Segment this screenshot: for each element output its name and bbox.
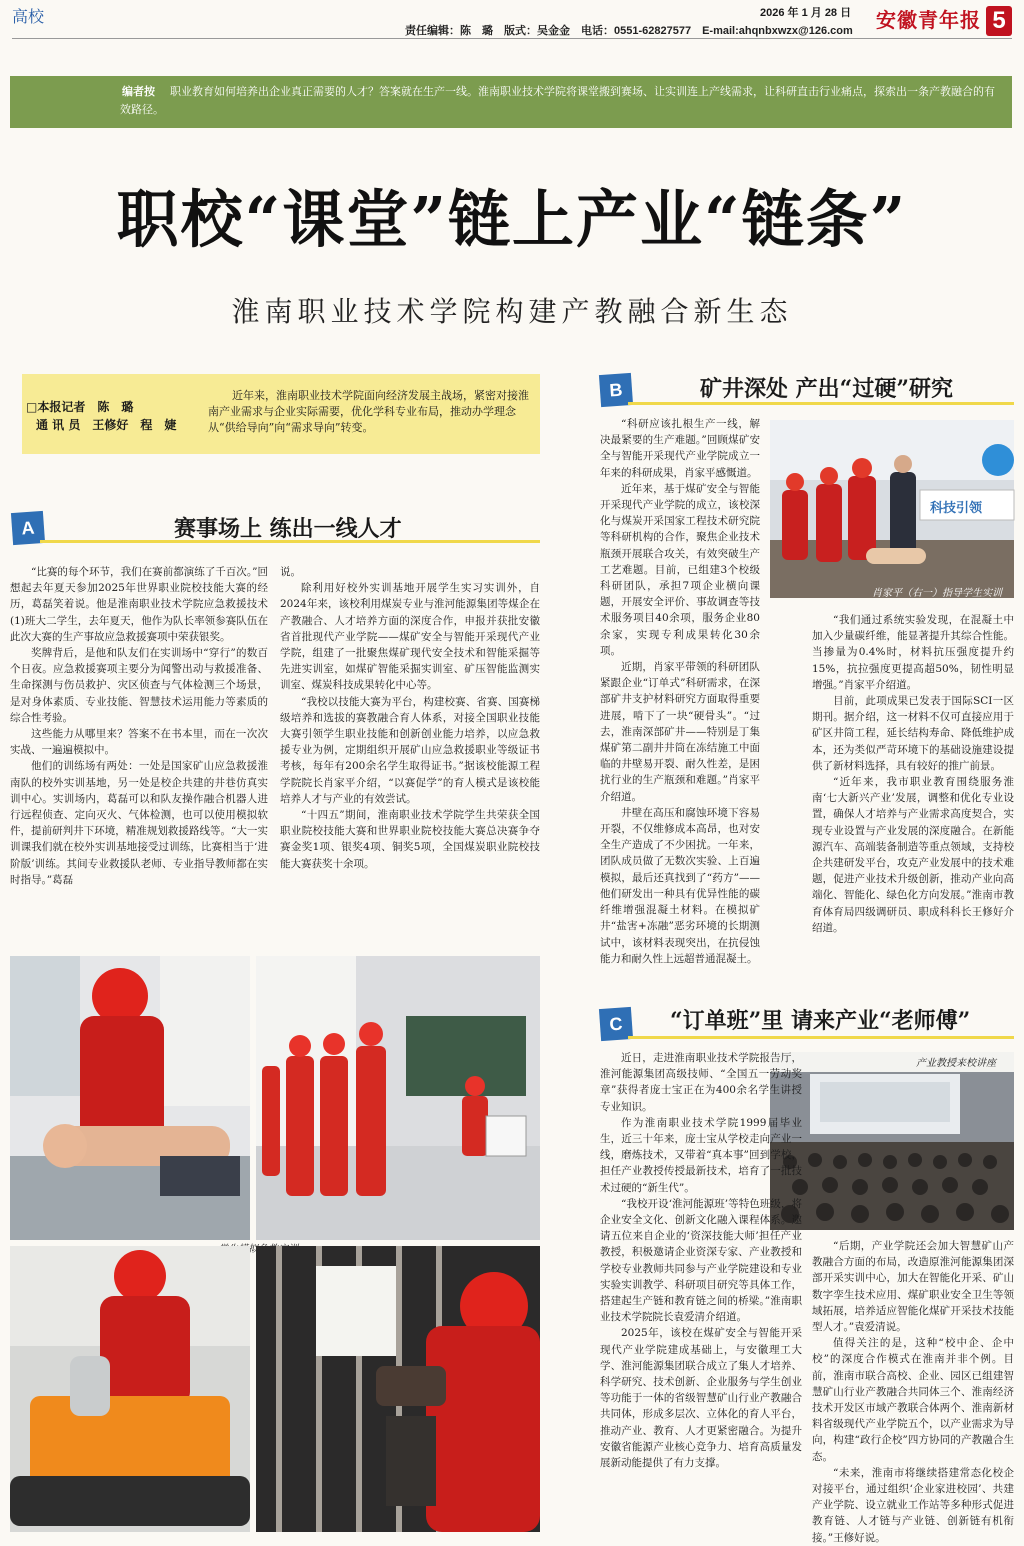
issue-date: 2026 年 1 月 28 日 <box>760 7 852 19</box>
header-rule <box>12 38 1012 39</box>
paragraph: 2025年，该校在煤矿安全与智能开采现代产业学院建成基础上，与安徽理工大学、淮河能源集团联合成立了集人才培养、科学研究、技术创新、企业服务与学生创业等功能于一体的省级智慧矿山行业产教融合共同体，形成多层次、立体化的育人平台，推动产业、教育、人才更紧密融合。为提升安徽省能源产业核心竞争力、培育高质量发展新动能提供了有力支撑。 <box>600 1327 802 1470</box>
section-a-col2 <box>280 564 540 910</box>
paragraph: 近日，走进淮南职业技术学院报告厅，淮河能源集团高级技师、“全国五一劳动奖章”获得者庞士宝正在为400余名学生讲授专业知识。 <box>600 1052 802 1113</box>
paragraph: “我们通过系统实验发现，在混凝土中加入少量碳纤维，能显著提升其综合性能。当掺量为0.4%时，材料抗压强度提升约15%，抗拉强度更提高超50%，韧性明显增强。”肖家平介绍道。 <box>812 614 1014 691</box>
editor-note <box>10 76 1012 128</box>
editor-meta: 责任编辑：陈 璐 版式：吴金金 电话：0551-62827577 E-mail:ahqnbxwzx@126.com <box>405 25 853 37</box>
paragraph: 除利用好校外实训基地开展学生实习实训外，自2024年来，该校利用煤炭专业与淮河能源集团等煤企在产教融合、人才培养方面的深度合作，申报并获批安徽省首批现代产业学院——煤矿安全与智能开采现代产业学院，组建了一批聚焦煤矿现代安全技术和智能采掘等先进实训室，如煤矿智能采掘实训室、矿压智能监测实训室、煤炭科技成果转化中心等。 <box>280 582 540 692</box>
paragraph: 井壁在高压和腐蚀环境下容易开裂，不仅维修成本高昂，也对安全生产造成了不少困扰。一年来，团队成员做了无数次实验、上百遍模拟，最后还真找到了“药方”——他们研发出一种具有优异性能的碳纤维增强混凝土材料。在模拟矿井“盐害+冻融”恶劣环境的长期测试中，该材料表现突出，在抗侵蚀能力和耐久性上远超普通混凝土。 <box>600 806 760 965</box>
classroom-photo <box>256 956 540 1240</box>
section-b-badge: B <box>599 373 633 407</box>
robot-photo-art <box>10 1246 250 1532</box>
paragraph: 他们的训练场有两处：一处是国家矿山应急救援淮南队的校外实训基地，另一处是校企共建的井巷仿真实训中心。实训场内，葛磊可以和队友操作融合机器人进行远程侦查、定向灭火、气体检测，也可以使用模拟软件，提前研判井下环境，精准规划救援路线等。“大一实训课我们就在校外实训基地接受过训练，比赛相当于‘进阶版’训练。其间专业救援队老师、专业指导教师都在实时指导。”葛磊 <box>10 760 268 886</box>
paragraph: “未来，淮南市将继续搭建常态化校企对接平台，通过组织‘企业家进校园’、共建产业学院、设立就业工作站等多种形式促进教育链、人才链与产业链、创新链有机衔接。”王修好说。 <box>812 1466 1014 1544</box>
paragraph: 近年来，基于煤矿安全与智能开采现代产业学院的成立，该校深化与煤炭开采国家工程技术研究院等科研机构的合作，聚焦企业技术瓶颈开展联合攻关，有效突破生产工艺难题。目前，已组建3个校级科研团队，承担7项企业横向课题，开展安全评价、事故调查等技术服务项目40余项，服务企业80余家，实现专利成果转化30余项。 <box>600 482 760 657</box>
section-name: 高校 <box>12 9 45 26</box>
paragraph: 说。 <box>280 566 301 578</box>
robot-photo <box>10 1246 250 1532</box>
section-c-col-right-body <box>812 1238 1014 1546</box>
paragraph: 目前，此项成果已发表于国际SCI一区期刊。据介绍，这一材料不仅可直接应用于矿区井筒工程，延长结构寿命、降低维护成本，还为类似严苛环境下的基础设施建设提供了新材料选择，具有较好的推广前景。 <box>812 695 1014 772</box>
section-a-badge: A <box>11 511 45 545</box>
paragraph: “我校以技能大赛为平台，构建校赛、省赛、国赛梯级培养和选拔的赛教融合育人体系，对接全国职业技能大赛引领学生职业技能和创新创业能力培养，以应急救援专业为例，定期组织开展矿山应急救援职业等级证书考核，每年有200余名学生取得证书。”据该校能源工程学院院长肖家平介绍，“以赛促学”的育人模式是该校能培养人才与产业的有效尝试。 <box>280 695 540 805</box>
subheadline: 淮南职业技术学院构建产教融合新生态 <box>231 295 793 328</box>
section-c-col-left <box>600 1050 802 1532</box>
cpr-photo <box>10 956 250 1240</box>
paragraph: “比赛的每个环节，我们在赛前都演练了千百次。”回想起去年夏天参加2025年世界职业院校技能大赛的经历，葛磊笑着说。他是淮南职业技术学院应急救援技术(1)班大二学生，去年夏天，他作为队长率领参赛队伍在此次大赛的生产事故应急救援赛项中荣获银奖。 <box>10 566 268 643</box>
cpr-photo-art <box>10 956 250 1240</box>
section-a-col1 <box>10 564 268 910</box>
lecture-photo <box>770 1052 1014 1230</box>
section-a-col1-body <box>10 564 268 888</box>
paragraph: 近期，肖家平带领的科研团队紧跟企业“订单式”科研需求，在深部矿井支护材料研究方面取得重要进展，啃下了一块“硬骨头”。“过去，淮南深部矿井——特别是丁集煤矿第二副井井筒在冻结施工中面临的井壁易开裂、耐久性差，是困扰行业的生产瓶颈和难题。”肖家平介绍道。 <box>600 661 760 803</box>
paragraph: “科研应该扎根生产一线，解决最紧要的生产难题。”回顾煤矿安全与智能开采现代产业学院成立一年来的科研成果，肖家平感慨道。 <box>600 418 760 479</box>
section-c-badge: C <box>599 1007 633 1041</box>
lab-banner-text: 科技引领 <box>930 501 983 516</box>
section-b-col-right <box>812 612 1014 952</box>
lab-photo-caption: 肖家平（右一）指导学生实训 <box>872 588 1002 599</box>
section-c-rule <box>628 1036 1014 1039</box>
paragraph: 奖牌背后，是他和队友们在实训场中“穿行”的数百个日夜。应急救援赛项主要分为闻警出动与救援准备、生命探测与伤员救护、灾区侦查与气体检测三个场景，是对身体素质、专业技能、智慧技术运用能力等素质的综合性考验。 <box>10 647 268 724</box>
paragraph: “十四五”期间，淮南职业技术学院学生共荣获全国职业院校技能大赛和世界职业院校技能大赛总决赛争夺赛金奖1项、银奖4项、铜奖5项，全国煤炭职业院校技能大赛获奖十余项。 <box>280 809 540 870</box>
page-number: 5 <box>986 6 1012 36</box>
lecture-photo-art <box>770 1052 1014 1230</box>
lab-photo-art <box>770 420 1014 598</box>
section-c-col-left-body <box>600 1050 802 1471</box>
section-b-col-right-body <box>812 612 1014 936</box>
lecture-photo-caption: 产业教授来校讲座 <box>916 1058 996 1069</box>
lab-photo <box>770 420 1014 598</box>
headline: 职校“课堂”链上产业“链条” <box>116 183 908 256</box>
byline <box>26 398 176 434</box>
paragraph: “我校开设‘淮河能源班’等特色班级，将企业安全文化、创新文化融入课程体系。邀请五位来自企业的‘资深技能大师’担任产业教授，积极邀请企业资深专家、产业教授和学校专业教师共同参与产业学院建设和专业实验实训教学、科研项目研究等具体工作，搭建起生产链和教育链之间的桥梁。”淮南职业技术学院院长袁爱清介绍道。 <box>600 1197 802 1324</box>
lead-paragraph: 近年来，淮南职业技术学院面向经济发展主战场，紧密对接淮南产业需求与企业实际需要，优化学科专业布局，推动办学理念从“供给导向”向“需求导向”转变。 <box>208 389 529 434</box>
masthead-logo: 安徽青年报 <box>876 8 981 32</box>
classroom-photo-art <box>256 956 540 1240</box>
section-b-col-left-body <box>600 416 760 967</box>
paragraph: 值得关注的是，这种“校中企、企中校”的深度合作模式在淮南并非个例。目前，淮南市联合高校、企业、园区已组建智慧矿山行业产教融合共同体三个、淮南经济技术开发区市域产教联合体两个、淮南新材料省级现代产业学院五个，以产业需求为导向，构建“政行企校”四方协同的产教融合生态。 <box>812 1337 1014 1463</box>
section-b-title: 矿井深处 产出“过硬”研究 <box>700 376 953 402</box>
section-a-col2-body <box>280 564 540 872</box>
section-c-title: “订单班”里 请来产业“老师傅” <box>670 1008 971 1034</box>
section-b-col-left <box>600 416 760 965</box>
editor-note-text: 职业教育如何培养出企业真正需要的人才？答案就在生产一线。淮南职业技术学院将课堂搬到赛场、让实训连上产线需求，让科研直击行业痛点，探索出一条产教融合的有效路径。 <box>120 85 995 116</box>
paragraph: 作为淮南职业技术学院1999届毕业生，近三十年来，庞士宝从学校走向产业一线，磨炼技术，又带着“真本事”回到学校，担任产业教授传授最新技术，培育了一批技术过硬的“新生代”。 <box>600 1116 802 1194</box>
paragraph: “近年来，我市职业教育围绕服务淮南‘七大新兴产业’发展，调整和优化专业设置，确保人才培养与产业需求高度契合，实现专业设置与产业发展的深度融合。在新能源汽车、高端装备制造等重点领域，支持校企共建研发平台，攻克产业发展中的技术难题，促进产业技术升级创新，推动产业向高端化、智能化、绿色化方向发展。”淮南市教育体育局四级调研员、职成科科长王修好介绍道。 <box>812 776 1014 934</box>
editor-note-label: 编者按 <box>122 85 155 98</box>
byline-reporter: □本报记者 陈 璐 <box>26 400 134 414</box>
paragraph: 这些能力从哪里来？答案不在书本里，而在一次次实战、一遍遍模拟中。 <box>10 728 268 757</box>
byline-correspondent: 通 讯 员 王修好 程 婕 <box>36 418 177 432</box>
equipment-photo-art <box>256 1246 540 1532</box>
section-c-col-right <box>812 1238 1014 1544</box>
section-a-title: 赛事场上 练出一线人才 <box>174 516 402 542</box>
equipment-photo <box>256 1246 540 1532</box>
paragraph: “后期，产业学院还会加大智慧矿山产教融合方面的布局，改造原淮河能源集团深部开采实训中心，加大在智能化开采、矿山数字孪生技术应用、煤矿职业安全卫生等领域拓展，培养适应智能化煤矿开采技术技能型人才。”袁爱清说。 <box>812 1240 1014 1334</box>
